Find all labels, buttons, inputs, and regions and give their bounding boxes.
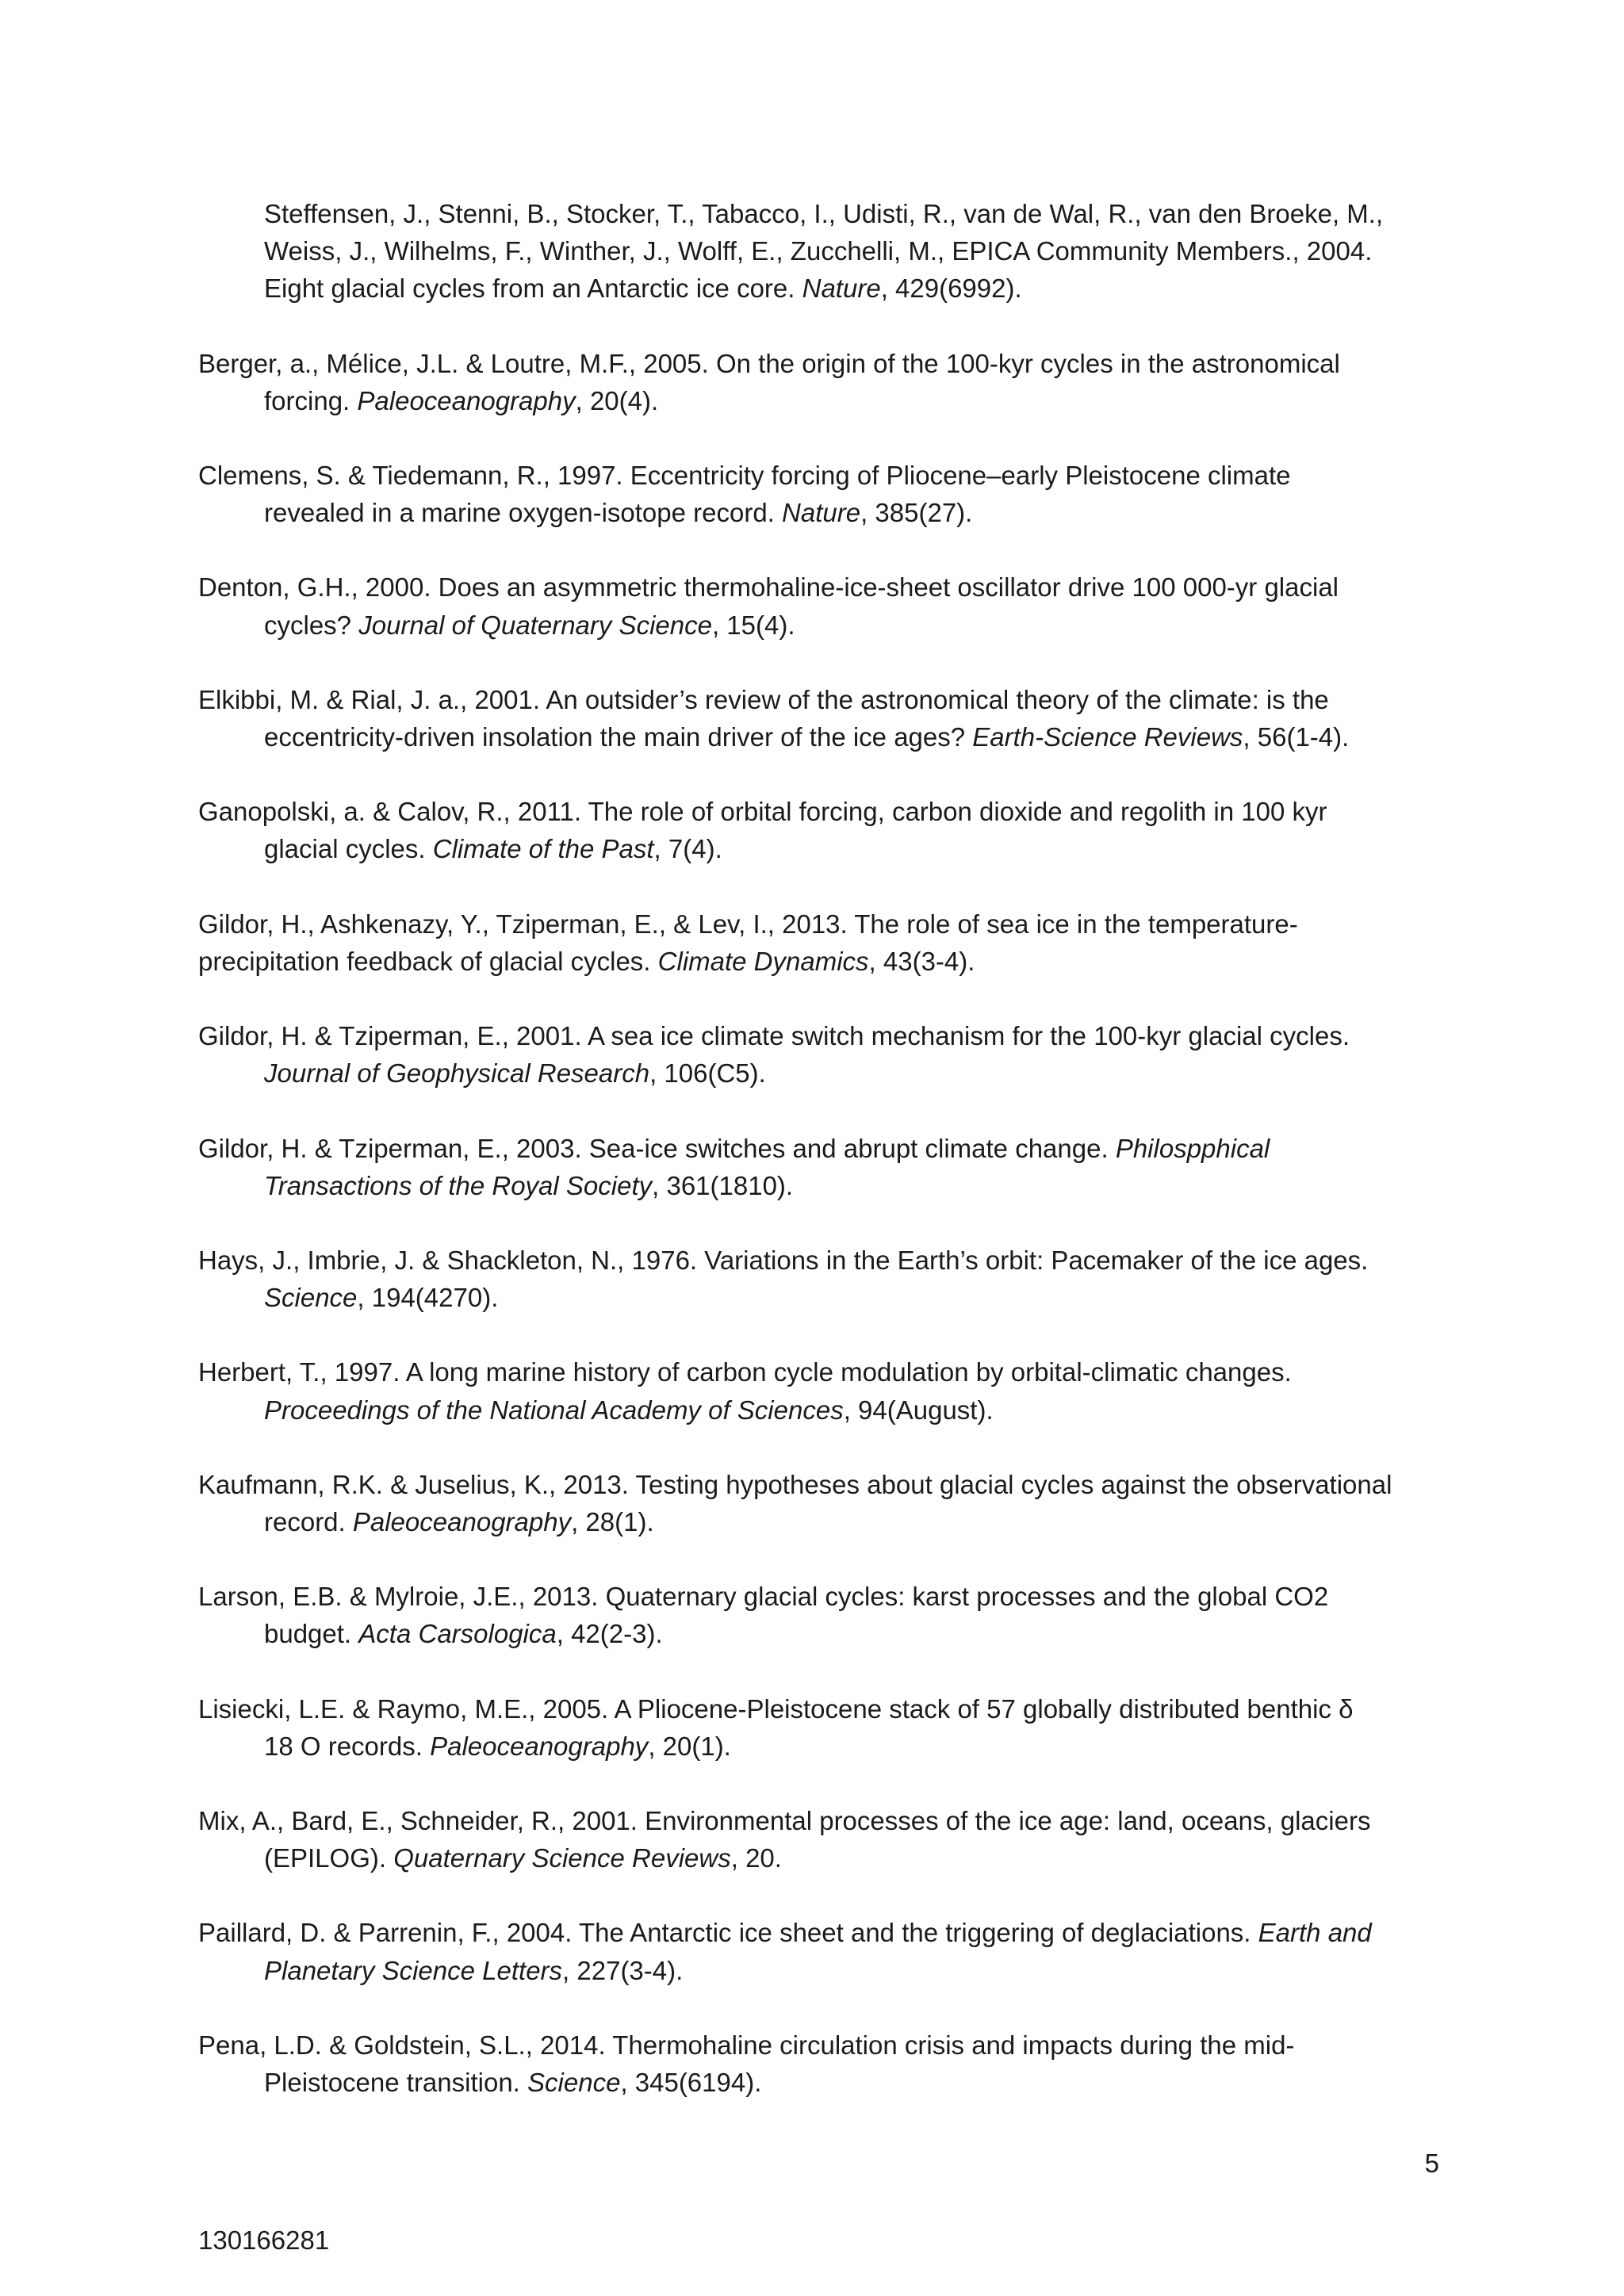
reference-entry (198, 1466, 1439, 1540)
reference-entry (198, 905, 1439, 980)
reference-text: budget. (264, 1619, 359, 1649)
reference-text: Berger, a., Mélice, J.L. & Loutre, M.F., 2005. On the origin of the 100-kyr cycles in the astronomical (198, 348, 1340, 378)
reference-line (198, 195, 1383, 232)
reference-line (198, 1802, 1370, 1839)
reference-text: , 345(6194). (620, 2068, 762, 2098)
reference-line (198, 793, 1327, 830)
reference-line (198, 1054, 766, 1092)
reference-text: , 94(August). (843, 1395, 994, 1425)
reference-line (198, 494, 972, 531)
reference-text: , 15(4). (711, 610, 795, 640)
reference-list (198, 195, 1439, 2138)
reference-text: , 429(6992). (880, 274, 1022, 304)
reference-text: Gildor, H. & Tziperman, E., 2001. A sea ice climate switch mechanism for the 100-kyr glacial cycles. (198, 1021, 1350, 1051)
source-title: Science (527, 2068, 621, 2098)
reference-entry (198, 681, 1439, 756)
reference-text: , 20(1). (648, 1731, 731, 1761)
reference-line (198, 1017, 1350, 1054)
reference-line (198, 681, 1329, 718)
reference-entry (198, 457, 1439, 531)
reference-line (198, 830, 722, 867)
reference-entry (198, 793, 1439, 867)
reference-line (198, 2026, 1294, 2064)
reference-line (198, 270, 1022, 307)
reference-entry (198, 1578, 1439, 1652)
reference-text: Ganopolski, a. & Calov, R., 2011. The role of orbital forcing, carbon dioxide and regolith in 100 kyr (198, 797, 1327, 827)
reference-text: (EPILOG). (264, 1843, 394, 1873)
reference-text: , 7(4). (653, 834, 722, 864)
reference-line (198, 2064, 761, 2101)
reference-text: , 20. (730, 1843, 782, 1873)
reference-text: Pena, L.D. & Goldstein, S.L., 2014. Thermohaline circulation crisis and impacts during the mid- (198, 2030, 1295, 2060)
source-title: Paleoceanography (430, 1731, 649, 1761)
reference-text: Denton, G.H., 2000. Does an asymmetric thermohaline-ice-sheet oscillator drive 100 000-yr glacial (198, 572, 1339, 603)
reference-line (198, 1391, 994, 1429)
reference-text: forcing. (264, 385, 358, 415)
reference-line (198, 1167, 793, 1204)
reference-entry (198, 1130, 1439, 1204)
reference-text: eccentricity-driven insolation the main driver of the ice ages? (264, 721, 973, 752)
source-title: Earth and (1258, 1918, 1372, 1948)
reference-line (198, 943, 975, 980)
reference-text: Gildor, H., Ashkenazy, Y., Tziperman, E., & Lev, I., 2013. The role of sea ice in the temperature- (198, 909, 1298, 939)
reference-entry (198, 1017, 1439, 1092)
reference-text: , 42(2-3). (556, 1619, 663, 1649)
reference-text: , 361(1810). (652, 1170, 794, 1200)
reference-line (198, 1839, 782, 1877)
reference-text: Steffensen, J., Stenni, B., Stocker, T., Tabacco, I., Udisti, R., van de Wal, R., van den Broeke, M., (264, 199, 1384, 228)
reference-text: , 194(4270). (357, 1283, 499, 1313)
reference-line (198, 1279, 498, 1316)
source-title: Climate Dynamics (657, 946, 869, 976)
reference-line (198, 1914, 1372, 1951)
source-title: Earth-Science Reviews (972, 721, 1243, 752)
source-title: Transactions of the Royal Society (264, 1170, 653, 1200)
reference-text: Herbert, T., 1997. A long marine history of carbon cycle modulation by orbital-climatic changes. (198, 1357, 1292, 1387)
source-title: Journal of Geophysical Research (264, 1058, 650, 1089)
source-title: Nature (782, 498, 861, 528)
reference-line (198, 1353, 1292, 1391)
reference-entry (198, 568, 1439, 643)
reference-entry (198, 345, 1439, 419)
reference-line (198, 1615, 663, 1652)
reference-text: Kaufmann, R.K. & Juselius, K., 2013. Testing hypotheses about glacial cycles against the observational (198, 1469, 1392, 1499)
reference-text: record. (264, 1506, 353, 1536)
reference-line (198, 568, 1339, 606)
reference-text: 18 O records. (264, 1731, 431, 1761)
source-title: Planetary Science Letters (264, 1955, 563, 1985)
source-title: Paleoceanography (352, 1506, 572, 1536)
reference-entry (198, 1914, 1439, 1988)
reference-line (198, 382, 658, 419)
reference-entry-continued (198, 195, 1439, 307)
reference-text: Clemens, S. & Tiedemann, R., 1997. Eccentricity forcing of Pliocene–early Pleistocene climate (198, 460, 1291, 490)
reference-line (198, 1952, 683, 1989)
footer-document-id: 130166281 (198, 2225, 330, 2255)
reference-text: cycles? (264, 610, 359, 640)
reference-line (198, 718, 1349, 756)
reference-line (198, 457, 1291, 494)
reference-text: Hays, J., Imbrie, J. & Shackleton, N., 1976. Variations in the Earth’s orbit: Pacemaker of the ice ages. (198, 1245, 1369, 1275)
reference-entry (198, 2026, 1439, 2101)
reference-text: Paillard, D. & Parrenin, F., 2004. The Antarctic ice sheet and the triggering of deglaciations. (198, 1918, 1258, 1948)
source-title: Paleoceanography (357, 385, 576, 415)
reference-line (198, 1690, 1353, 1728)
reference-text: , 106(C5). (649, 1058, 766, 1089)
reference-line (198, 1503, 654, 1540)
reference-text: precipitation feedback of glacial cycles. (198, 946, 658, 976)
reference-text: , 43(3-4). (868, 946, 975, 976)
reference-text: Weiss, J., Wilhelms, F., Winther, J., Wolff, E., Zucchelli, M., EPICA Community Members., 2004. (264, 236, 1373, 266)
reference-line (198, 607, 795, 644)
reference-text: revealed in a marine oxygen-isotope record. (264, 498, 783, 528)
source-title: Quaternary Science Reviews (393, 1843, 731, 1873)
reference-line (198, 345, 1340, 382)
reference-entry (198, 1802, 1439, 1877)
reference-text: Elkibbi, M. & Rial, J. a., 2001. An outsider’s review of the astronomical theory of the climate: is the (198, 684, 1329, 714)
reference-line (198, 1466, 1392, 1503)
reference-line (198, 232, 1372, 270)
reference-text: Lisiecki, L.E. & Raymo, M.E., 2005. A Pliocene-Pleistocene stack of 57 globally distributed benthic δ (198, 1693, 1354, 1724)
source-title: Proceedings of the National Academy of Sciences (264, 1395, 844, 1425)
reference-text: , 56(1-4). (1243, 721, 1350, 752)
reference-entry (198, 1353, 1439, 1428)
reference-text: , 385(27). (860, 498, 973, 528)
reference-text: Pleistocene transition. (264, 2068, 528, 2098)
source-title: Acta Carsologica (358, 1619, 557, 1649)
reference-text: Mix, A., Bard, E., Schneider, R., 2001. Environmental processes of the ice age: land, oceans, glaciers (198, 1806, 1371, 1836)
reference-line (198, 1578, 1328, 1615)
reference-text: Larson, E.B. & Mylroie, J.E., 2013. Quaternary glacial cycles: karst processes and the global CO2 (198, 1582, 1329, 1612)
reference-text: , 28(1). (571, 1506, 654, 1536)
reference-line (198, 1130, 1270, 1167)
source-title: Philospphical (1115, 1133, 1270, 1163)
reference-entry (198, 1242, 1439, 1316)
reference-line (198, 1728, 731, 1765)
source-title: Climate of the Past (432, 834, 654, 864)
reference-text: , 227(3-4). (562, 1955, 684, 1985)
page-number: 5 (1424, 2149, 1439, 2178)
reference-text: Eight glacial cycles from an Antarctic ice core. (264, 274, 802, 304)
reference-line (198, 1242, 1368, 1279)
source-title: Science (264, 1283, 358, 1313)
reference-text: Gildor, H. & Tziperman, E., 2003. Sea-ice switches and abrupt climate change. (198, 1133, 1116, 1163)
reference-text: glacial cycles. (264, 834, 433, 864)
reference-text: , 20(4). (575, 385, 659, 415)
source-title: Journal of Quaternary Science (358, 610, 712, 640)
reference-line (198, 905, 1298, 943)
reference-entry (198, 1690, 1439, 1765)
source-title: Nature (802, 274, 881, 304)
